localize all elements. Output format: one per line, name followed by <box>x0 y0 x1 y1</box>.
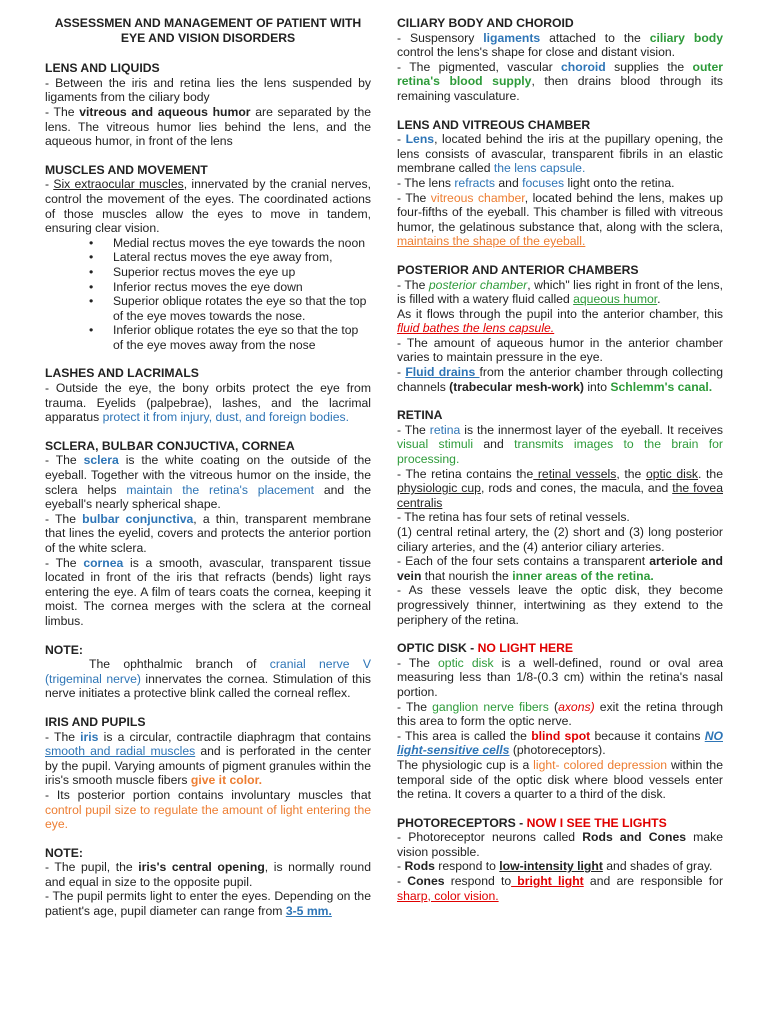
page-title: ASSESSMEN AND MANAGEMENT OF PATIENT WITH EYE AND VISION DISORDERS <box>54 16 362 45</box>
paragraph: - Photoreceptor neurons called Rods and Cones make vision possible. <box>397 830 723 859</box>
list-item: • Lateral rectus moves the eye away from, <box>113 250 371 265</box>
section-heading: LENS AND VITREOUS CHAMBER <box>397 117 591 132</box>
paragraph: The ophthalmic branch of cranial nerve V (trigeminal nerve) innervates the cornea. Stimulation of this nerve initiates a protective blink called the corneal reflex. <box>45 657 372 701</box>
paragraph: - The amount of aqueous humor in the anterior chamber varies to maintain pressure in the eye. <box>397 335 723 365</box>
paragraph: - The optic disk is a well-defined, round or oval area measuring less than 1/8-(0.3 cm) within the retina's nasal portion. <box>397 655 723 699</box>
section-lashes <box>45 366 371 424</box>
section-heading: NOTE: <box>45 642 83 657</box>
paragraph: - The retina has four sets of retinal vessels. <box>397 510 630 525</box>
paragraph: - The retina contains the retinal vessels, the optic disk. the physiologic cup, rods and cones, the macula, and the fovea centralis <box>397 466 723 510</box>
paragraph: - Suspensory ligaments attached to the ciliary body control the lens's shape for close and distant vision. <box>397 30 723 60</box>
section-heading: POSTERIOR AND ANTERIOR CHAMBERS <box>397 262 639 277</box>
section-heading: LENS AND LIQUIDS <box>45 61 160 76</box>
section-heading: OPTIC DISK - NO LIGHT HERE <box>397 641 574 656</box>
left-column <box>45 16 371 933</box>
muscle-list <box>45 236 371 353</box>
paragraph: - Fluid drains from the anterior chamber through collecting channels (trabecular mesh-work) into Schlemm's canal. <box>397 365 724 394</box>
list-item: • Superior oblique rotates the eye so that the top of the eye moves towards the nose. <box>113 294 371 323</box>
paragraph: As it flows through the pupil into the anterior chamber, this fluid bathes the lens capsule. <box>397 306 723 336</box>
paragraph: - The vitreous chamber, located behind the lens, makes up four-fifths of the eyeball. This chamber is filled with vitreous humor, the gelatinous substance that, along with the sclera, maintains the shape of the eyeball. <box>397 190 723 249</box>
section-chambers <box>397 263 723 394</box>
paragraph: - As these vessels leave the optic disk, they become progressively thinner, intertwining as they extend to the periphery of the retina. <box>397 583 723 627</box>
section-note-2 <box>45 846 371 919</box>
section-heading: MUSCLES AND MOVEMENT <box>45 162 208 177</box>
section-heading: IRIS AND PUPILS <box>45 714 146 729</box>
paragraph: - The bulbar conjunctiva, a thin, transparent membrane that lines the eyelid, covers and protects the anterior portion of the white sclera. <box>45 511 371 555</box>
paragraph: - The retina is the innermost layer of the eyeball. It receives visual stimuli and transmits images to the brain for processing. <box>397 422 723 467</box>
paragraph: - The sclera is the white coating on the outside of the eyeball. Together with the vitreous humor on the inside, the sclera helps maintain the retina's placement and the eyeball's nearly spherical shape. <box>45 453 371 512</box>
paragraph: - Cones respond to bright light and are responsible for sharp, color vision. <box>397 874 724 903</box>
paragraph: - Each of the four sets contains a transparent arteriole and vein that nourish the inner areas of the retina. <box>397 554 723 583</box>
section-ciliary <box>397 16 723 104</box>
paragraph: - The iris is a circular, contractile diaphragm that contains smooth and radial muscles and is perforated in the center by the pupil. Varying amounts of pigment granules within the iris's smooth muscle fibers give it color. <box>45 729 372 788</box>
paragraph: - Its posterior portion contains involuntary muscles that control pupil size to regulate the amount of light entering the eye. <box>45 787 371 832</box>
section-sclera <box>45 439 371 629</box>
paragraph: - The lens refracts and focuses light onto the retina. <box>397 175 675 190</box>
section-heading: CILIARY BODY AND CHOROID <box>397 16 574 30</box>
paragraph: - Outside the eye, the bony orbits protect the eye from trauma. Eyelids (palpebrae), lashes, and the lacrimal apparatus protect it from injury, dust, and foreign bodies. <box>45 381 371 425</box>
paragraph: - The cornea is a smooth, avascular, transparent tissue located in front of the iris that refracts (bends) light rays entering the eye. A film of tears coats the cornea, keeping it moist. The cornea merges with the sclera at the corneal limbus. <box>45 555 371 628</box>
paragraph: - This area is called the blind spot because it contains NO light-sensitive cells (photoreceptors). <box>397 728 723 758</box>
paragraph: The physiologic cup is a light- colored depression within the temporal side of the optic disk where blood vessels enter the retina. It covers a quarter to a third of the disk. <box>397 757 723 802</box>
paragraph: - The pupil, the iris's central opening, is normally round and equal in size to the opposite pupil. <box>45 860 371 889</box>
paragraph: - Between the iris and retina lies the lens suspended by ligaments from the ciliary body <box>45 75 371 105</box>
paragraph: - The ganglion nerve fibers (axons) exit the retina through this area to form the optic nerve. <box>397 699 723 729</box>
paragraph: - Six extraocular muscles, innervated by the cranial nerves, control the movement of the eyes. The coordinated actions of those muscles allow the eyes to move in tandem, ensuring clear vision. <box>45 177 371 236</box>
paragraph: (1) central retinal artery, the (2) short and (3) long posterior ciliary arteries, and the (4) anterior ciliary arteries. <box>397 525 723 554</box>
section-photoreceptors <box>397 816 723 904</box>
section-iris <box>45 715 371 832</box>
paragraph: - Lens, located behind the iris at the pupillary opening, the lens consists of avascular, transparent fibrils in an elastic membrane called the lens capsule. <box>397 132 723 176</box>
paragraph: - Rods respond to low-intensity light and shades of gray. <box>397 859 713 874</box>
paragraph: - The vitreous and aqueous humor are separated by the lens. The vitreous humor lies behind the lens, and the aqueous humor, in front of the lens <box>45 104 371 149</box>
section-heading: LASHES AND LACRIMALS <box>45 366 199 381</box>
list-item: • Inferior oblique rotates the eye so that the top of the eye moves away from the nose <box>113 323 371 352</box>
section-heading: NOTE: <box>45 845 83 860</box>
list-item: • Superior rectus moves the eye up <box>113 265 371 280</box>
paragraph: - The posterior chamber, which" lies right in front of the lens, is filled with a watery fluid called aqueous humor. <box>397 277 723 307</box>
section-retina <box>397 408 723 627</box>
section-muscles <box>45 163 371 353</box>
list-item: • Inferior rectus moves the eye down <box>113 280 371 295</box>
section-note-1 <box>45 643 371 701</box>
section-heading: SCLERA, BULBAR CONJUCTIVA, CORNEA <box>45 438 295 453</box>
section-heading: RETINA <box>397 408 443 423</box>
paragraph: - The pupil permits light to enter the eyes. Depending on the patient's age, pupil diameter can range from 3-5 mm. <box>45 889 371 919</box>
section-optic-disk <box>397 641 723 802</box>
section-lens-vitreous <box>397 118 723 249</box>
paragraph: - The pigmented, vascular choroid supplies the outer retina's blood supply, then drains blood through its remaining vasculature. <box>397 59 724 103</box>
section-heading: PHOTORECEPTORS - NOW I SEE THE LIGHTS <box>397 815 667 830</box>
section-lens-liquids <box>45 61 371 149</box>
right-column <box>397 16 723 917</box>
list-item: • Medial rectus moves the eye towards the noon <box>113 236 371 251</box>
